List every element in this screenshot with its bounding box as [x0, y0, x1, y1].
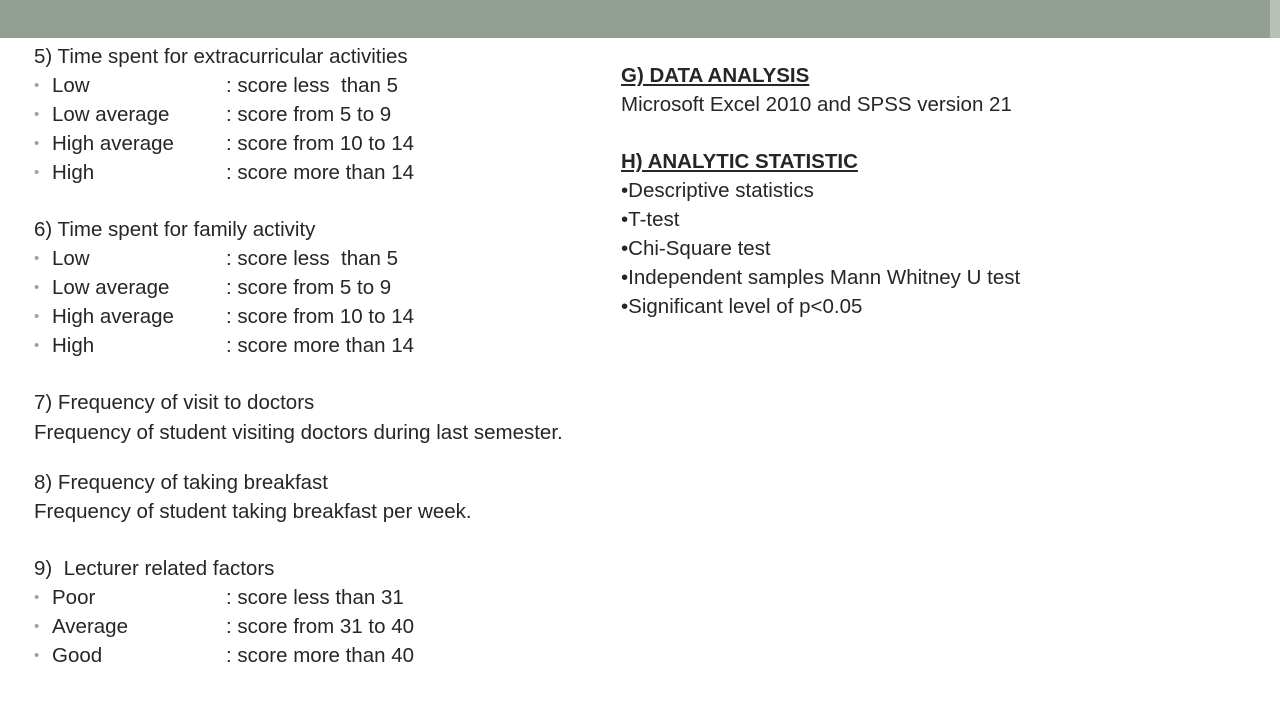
data-analysis-heading: G) DATA ANALYSIS	[621, 64, 810, 87]
title-bar-accent	[1270, 0, 1280, 38]
section-7-title: 7) Frequency of visit to doctors	[34, 391, 315, 414]
list-item: •Chi-Square test	[621, 237, 771, 260]
bullet-icon: •	[34, 106, 40, 123]
data-analysis-body: Microsoft Excel 2010 and SPSS version 21	[621, 93, 1012, 116]
list-item: •Independent samples Mann Whitney U test	[621, 266, 1021, 289]
analytic-statistic-heading: H) ANALYTIC STATISTIC	[621, 150, 858, 173]
bullet-icon: •	[34, 279, 40, 296]
bullet-icon: •	[34, 250, 40, 267]
list-item: • Low : score less than 5	[34, 71, 594, 100]
list-item: • High average : score from 10 to 14	[34, 302, 594, 331]
section-9-title: 9) Lecturer related factors	[34, 557, 275, 580]
bullet-icon: •	[34, 337, 40, 354]
list-item: •Significant level of p<0.05	[621, 295, 863, 318]
list-item: • Low average : score from 5 to 9	[34, 100, 594, 129]
list-item: • High : score more than 14	[34, 331, 594, 360]
section-6-title: 6) Time spent for family activity	[34, 218, 316, 241]
section-7-body: Frequency of student visiting doctors during last semester.	[34, 421, 563, 444]
list-item: • Average : score from 31 to 40	[34, 612, 594, 641]
section-5-title: 5) Time spent for extracurricular activities	[34, 45, 408, 68]
bullet-icon: •	[34, 647, 40, 664]
bullet-icon: •	[34, 164, 40, 181]
list-item: • High : score more than 14	[34, 158, 594, 187]
bullet-icon: •	[34, 618, 40, 635]
list-item: • High average : score from 10 to 14	[34, 129, 594, 158]
list-item: • Good : score more than 40	[34, 641, 594, 670]
bullet-icon: •	[34, 135, 40, 152]
list-item: • Low average : score from 5 to 9	[34, 273, 594, 302]
right-column	[621, 61, 1241, 321]
bullet-icon: •	[34, 77, 40, 94]
section-8-title: 8) Frequency of taking breakfast	[34, 471, 328, 494]
list-item: • Low : score less than 5	[34, 244, 594, 273]
list-item: •Descriptive statistics	[621, 179, 814, 202]
list-item: • Poor : score less than 31	[34, 583, 594, 612]
title-bar	[0, 0, 1280, 38]
left-column	[34, 42, 594, 670]
bullet-icon: •	[34, 589, 40, 606]
bullet-icon: •	[34, 308, 40, 325]
list-item: •T-test	[621, 208, 680, 231]
section-8-body: Frequency of student taking breakfast per week.	[34, 500, 472, 523]
